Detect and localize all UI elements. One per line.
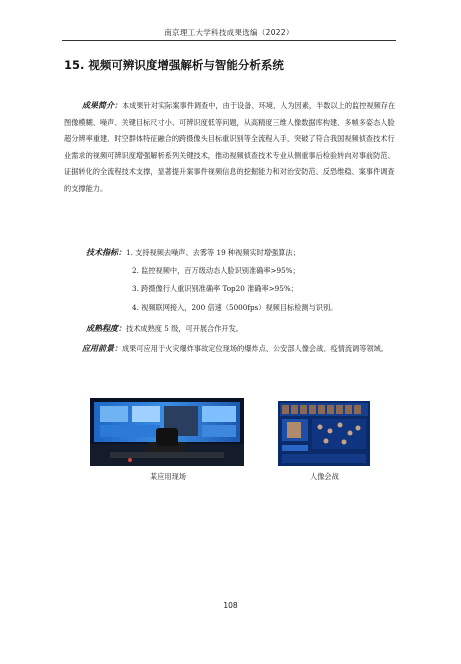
control-room-illustration	[90, 398, 244, 466]
summary-text: 本成果针对实际案事件调查中，由于设备、环境、人为因素，半数以上的监控视频存在图像模糊、噪声、关键目标尺寸小、可辨识度低等问题，从高精度三维人像数据库构建、多帧多姿态人脸超分辨率重建、时空群体特征融合的跨摄像头目标重识别等全流程入手，突破了符合我国视频侦查技术行业需求的视频可辨识度增强解析系列关键技术，推动视频侦查技术专业从侧重事后检验转向对事前防范、证据转化的全流程技术支撑，显著提升案事件视频信息的挖掘能力和对治安防范、反恐维稳、案事件调查的支撑能力。	[64, 101, 396, 193]
tech-item: 1. 支持视频去噪声、去雾等 19 种视频实时增强算法；	[126, 248, 300, 257]
tech-item: 3. 跨摄像行人重识别准确率 Top20 准确率>95%；	[132, 284, 298, 293]
figure-caption-1: 某应用现场	[150, 472, 186, 481]
tech-row-2	[86, 263, 396, 282]
tech-row-1	[86, 244, 396, 263]
maturity-paragraph	[86, 320, 396, 338]
header-rule	[62, 40, 396, 41]
application-label: 应用前景：	[82, 343, 122, 353]
tech-item: 2. 监控视频中，百万级动态人脸识别准确率>95%；	[132, 265, 300, 275]
face-matching-screen	[278, 401, 370, 466]
face-matching-illustration	[278, 401, 370, 466]
page-number: 108	[223, 601, 238, 610]
control-room-photo	[90, 398, 244, 466]
maturity-text: 技术成熟度 5 级，可开展合作开发。	[126, 324, 243, 333]
application-paragraph	[64, 340, 396, 358]
tech-row-4	[86, 300, 396, 319]
summary-paragraph	[64, 97, 396, 197]
section-title: 15. 视频可辨识度增强解析与智能分析系统	[64, 58, 284, 72]
figure-caption-2: 人像会战	[310, 472, 339, 481]
summary-label: 成果简介：	[82, 100, 122, 110]
tech-label: 技术指标：	[86, 247, 126, 257]
running-header: 南京理工大学科技成果选编（2022）	[164, 28, 294, 37]
tech-row-3	[86, 281, 396, 300]
maturity-label: 成熟程度：	[86, 323, 126, 333]
application-text: 成果可应用于火灾爆炸事故定位现场的爆炸点、公安部人像会战、疫情流调等领域。	[122, 344, 388, 353]
tech-spec-block	[86, 244, 396, 318]
tech-item: 4. 视频联网接入，200 倍速（5000fps）视频目标检测与识别。	[132, 302, 338, 312]
